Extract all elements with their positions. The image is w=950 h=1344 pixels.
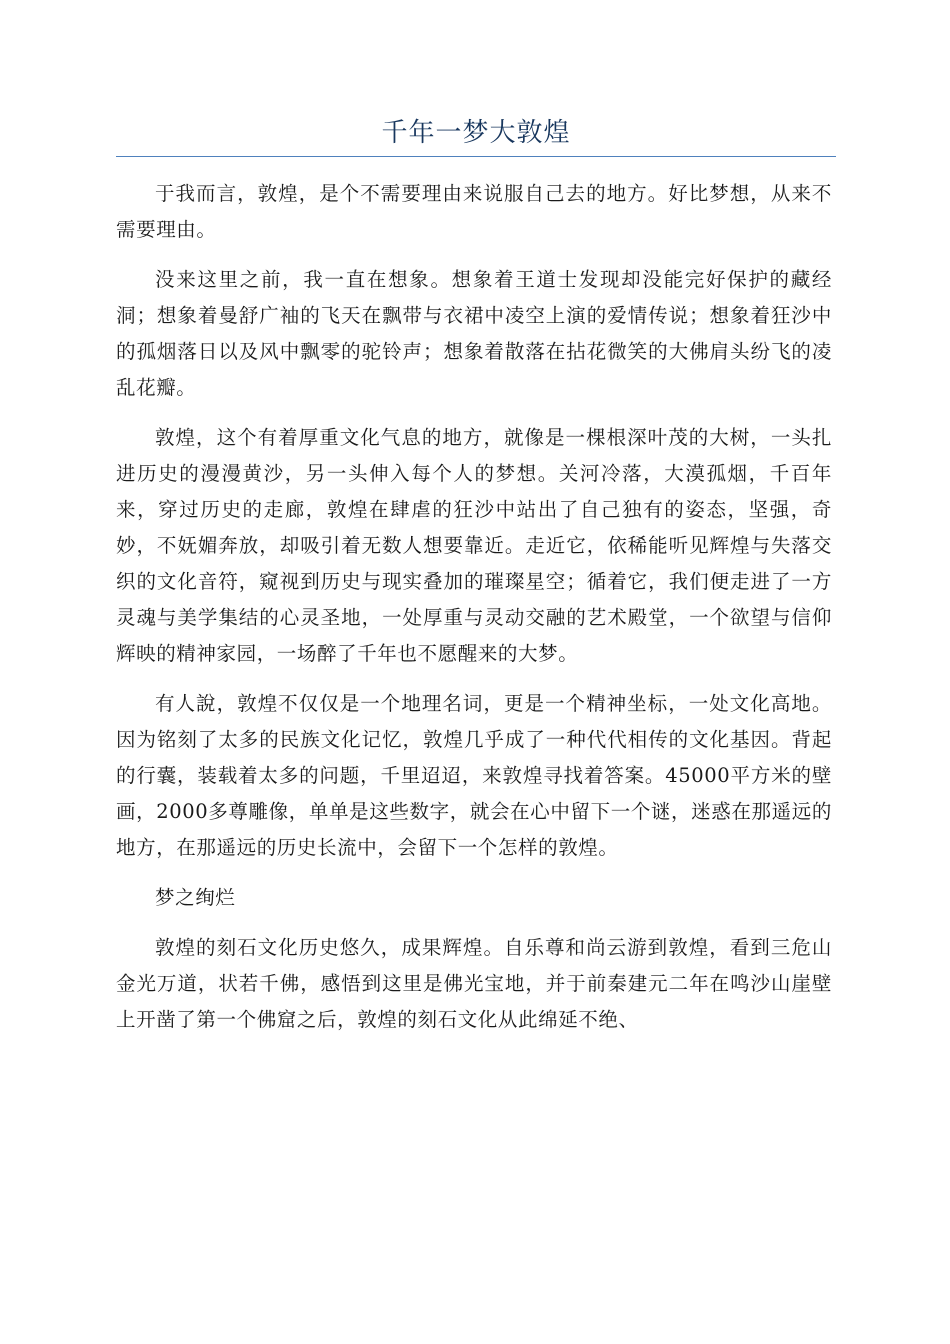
paragraph-tree-metaphor: 敦煌，这个有着厚重文化气息的地方，就像是一棵根深叶茂的大树，一头扎进历史的漫漫黄沙，另一头伸入每个人的梦想。关河冷落，大漠孤烟，千百年来，穿过历史的走廊，敦煌在肆虐的狂沙中站出了自己独有的姿态，坚强，奇妙，不妩媚奔放，却吸引着无数人想要靠近。走近它，依稀能听见辉煌与失落交织的文化音符，窥视到历史与现实叠加的璀璨星空；循着它，我们便走进了一方灵魂与美学集结的心灵圣地，一处厚重与灵动交融的艺术殿堂，一个欲望与信仰辉映的精神家园，一场醉了千年也不愿醒来的大梦。 (116, 426, 832, 665)
paragraph-intro: 于我而言，敦煌，是个不需要理由来说服自己去的地方。好比梦想，从来不需要理由。 (116, 182, 832, 241)
title-underline (116, 114, 836, 157)
section-heading: 梦之绚烂 (155, 886, 236, 909)
paragraph-imagination: 没来这里之前，我一直在想象。想象着王道士发现却没能完好保护的藏经洞；想象着曼舒广袖的飞天在飘带与衣裙中凌空上演的爱情传说；想象着狂沙中的孤烟落日以及风中飘零的驼铃声；想象着散落在拈花微笑的大佛肩头纷飞的凌乱花瓣。 (116, 268, 832, 399)
document-body (116, 176, 832, 1052)
paragraph-cultural-coordinate: 有人說，敦煌不仅仅是一个地理名词，更是一个精神坐标，一处文化高地。因为铭刻了太多的民族文化记忆，敦煌几乎成了一种代代相传的文化基因。背起的行囊，装载着太多的问题，千里迢迢，来敦煌寻找着答案。45000平方米的壁画，2000多尊雕像，单单是这些数字，就会在心中留下一个谜，迷惑在那遥远的地方，在那遥远的历史长流中，会留下一个怎样的敦煌。 (116, 692, 832, 859)
paragraph-stone-carving: 敦煌的刻石文化历史悠久，成果辉煌。自乐尊和尚云游到敦煌，看到三危山金光万道，状若千佛，感悟到这里是佛光宝地，并于前秦建元二年在鸣沙山崖壁上开凿了第一个佛窟之后，敦煌的刻石文化从此绵延不绝、 (116, 936, 832, 1031)
page-title: 千年一梦大敦煌 (381, 118, 571, 148)
